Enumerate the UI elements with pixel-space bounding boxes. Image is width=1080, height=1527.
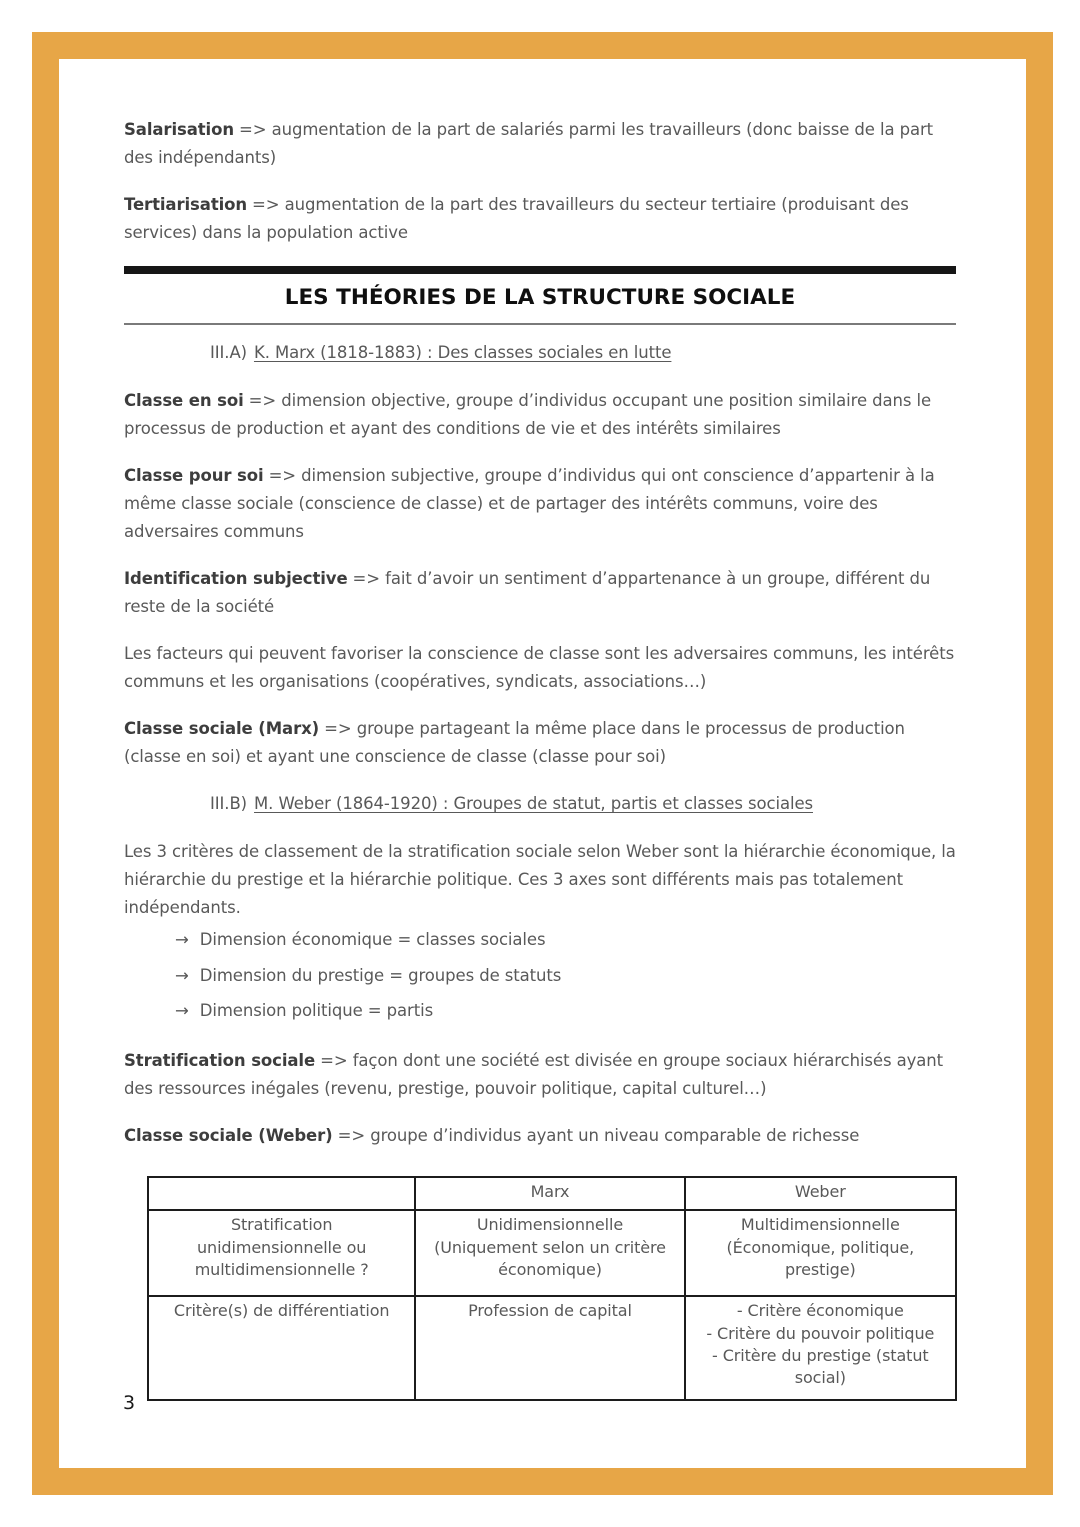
definition-body: => groupe d’individus ayant un niveau comparable de richesse: [337, 1125, 860, 1145]
definition-term: Salarisation: [124, 120, 234, 139]
heading-top-bar: [124, 266, 956, 274]
table-cell-marx: Unidimensionnelle (Uniquement selon un critère économique): [415, 1210, 684, 1296]
table-header-marx: Marx: [415, 1177, 684, 1210]
section-heading-weber: [210, 790, 956, 818]
definition-term: Classe pour soi: [124, 465, 264, 485]
section-number: III.A): [210, 342, 247, 362]
section-number: III.B): [210, 794, 248, 814]
list-item-dimension-economique: [175, 926, 956, 954]
arrow-icon: →: [175, 1000, 189, 1020]
table-cell-weber: Multidimensionnelle (Économique, politique, prestige): [685, 1210, 956, 1296]
main-heading: LES THÉORIES DE LA STRUCTURE SOCIALE: [284, 285, 796, 311]
definition-stratification-sociale: [124, 1047, 956, 1103]
definition-body: => groupe partageant la même place dans le processus de production (classe en soi) et ayant une conscience de classe (classe pour soi): [124, 719, 905, 767]
weber-axes-list: [124, 926, 956, 1024]
definition-term: Classe sociale (Marx): [124, 719, 320, 739]
definition-body: => dimension objective, groupe d’individus occupant une position similaire dans le processus de production et ayant des conditions de vie et des intérêts similaires: [124, 390, 932, 438]
arrow-icon: →: [175, 930, 189, 950]
page-content: [124, 116, 956, 1401]
definition-term: Tertiarisation: [124, 195, 248, 215]
section-heading-marx: [210, 339, 956, 367]
definition-term: Classe en soi: [124, 390, 244, 410]
definition-body: => augmentation de la part des travailleurs du secteur tertiaire (produisant des services) dans la population active: [124, 195, 909, 243]
definition-tertiarisation: [124, 191, 956, 247]
definition-classe-sociale-marx: [124, 715, 956, 771]
table-row: [148, 1296, 956, 1400]
definition-classe-sociale-weber: [124, 1122, 956, 1150]
list-item-text: Dimension économique = classes sociales: [199, 930, 546, 950]
definition-body: => fait d’avoir un sentiment d’appartenance à un groupe, différent du reste de la société: [124, 569, 931, 617]
table-cell-marx: Profession de capital: [415, 1296, 684, 1400]
table-header-row: [148, 1177, 956, 1210]
section-title: M. Weber (1864-1920) : Groupes de statut, partis et classes sociales: [254, 794, 813, 814]
definition-term: Stratification sociale: [124, 1050, 316, 1070]
definition-body: => augmentation de la part de salariés parmi les travailleurs (donc baisse de la part des indépendants): [124, 120, 934, 168]
weber-criterion-line: - Critère économique: [736, 1301, 904, 1321]
weber-criterion-line: - Critère du pouvoir politique: [706, 1323, 935, 1343]
table-header-weber: Weber: [685, 1177, 956, 1210]
paragraph-weber-intro: Les 3 critères de classement de la stratification sociale selon Weber sont la hiérarchie économique, la hiérarchie du prestige et la hiérarchie politique. Ces 3 axes sont différents mais pas totalement indépendants.: [124, 842, 956, 918]
table-cell-row-label: Stratification unidimensionnelle ou multidimensionnelle ?: [148, 1210, 415, 1296]
page-number: 3: [123, 1392, 136, 1414]
definition-body: => façon dont une société est divisée en groupe sociaux hiérarchisés ayant des ressources inégales (revenu, prestige, pouvoir politique, capital culturel…): [124, 1050, 944, 1098]
definition-term: Identification subjective: [124, 569, 348, 589]
definition-classe-pour-soi: [124, 462, 956, 546]
list-item-dimension-politique: [175, 997, 956, 1025]
paragraph-facteurs: Les facteurs qui peuvent favoriser la conscience de classe sont les adversaires communs, les intérêts communs et les organisations (coopératives, syndicats, associations…): [124, 644, 955, 692]
definition-body: => dimension subjective, groupe d’individus qui ont conscience d’appartenir à la même classe sociale (conscience de classe) et de partager des intérêts communs, voire des adversaires communs: [124, 465, 935, 541]
list-item-text: Dimension politique = partis: [199, 1000, 434, 1020]
table-cell-row-label: Critère(s) de différentiation: [148, 1296, 415, 1400]
definition-classe-en-soi: [124, 387, 956, 443]
definition-salarisation: [124, 116, 956, 172]
heading-bottom-rule: [124, 323, 956, 325]
weber-criterion-line: - Critère du prestige (statut social): [712, 1345, 929, 1388]
table-row: [148, 1210, 956, 1296]
table-cell-weber: [685, 1296, 956, 1400]
section-title: K. Marx (1818-1883) : Des classes sociales en lutte: [253, 342, 672, 362]
definition-term: Classe sociale (Weber): [124, 1125, 333, 1145]
table-header-empty: [148, 1177, 415, 1210]
list-item-dimension-prestige: [175, 962, 956, 990]
list-item-text: Dimension du prestige = groupes de statuts: [199, 965, 562, 985]
arrow-icon: →: [175, 965, 189, 985]
definition-identification-subjective: [124, 565, 956, 621]
marx-weber-comparison-table: [147, 1176, 957, 1401]
